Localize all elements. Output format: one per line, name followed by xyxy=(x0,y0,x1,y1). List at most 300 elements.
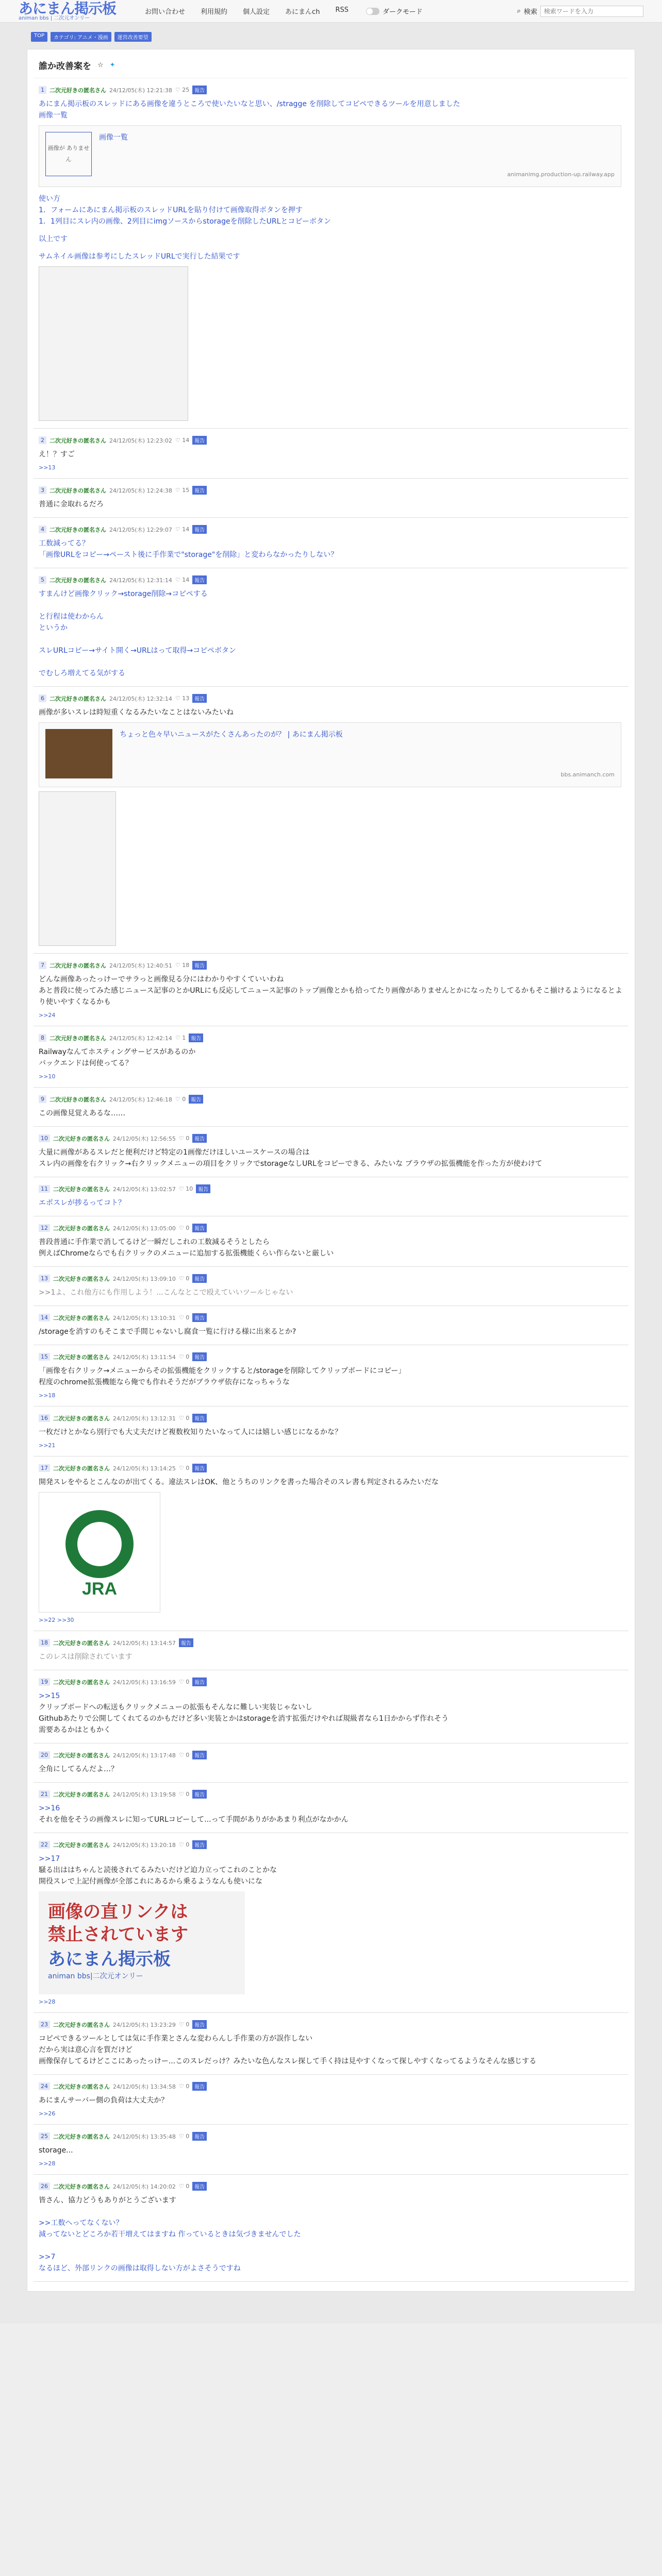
report-button[interactable]: 報告 xyxy=(192,2020,207,2029)
breadcrumb-board[interactable]: 運営改善要望 xyxy=(114,32,152,42)
search-icon[interactable]: ⌕ xyxy=(517,7,521,15)
breadcrumb-top[interactable]: TOP xyxy=(31,32,47,42)
post-header xyxy=(39,694,623,703)
post-line: Railwayなんてホスティングサービスがあるのか xyxy=(39,1048,196,1056)
post-body xyxy=(39,1046,623,1069)
post xyxy=(34,78,628,429)
post-number[interactable]: 11 xyxy=(39,1185,50,1193)
top-bar xyxy=(0,0,662,23)
like-count[interactable]: ♡ 15 xyxy=(175,487,190,494)
link-preview-card[interactable] xyxy=(39,125,621,187)
report-button[interactable]: 報告 xyxy=(192,436,207,445)
poster-name: 二次元好きの匿名さん xyxy=(53,1275,110,1282)
post-line: エポスレが捗るってコト？ xyxy=(39,1199,125,1207)
report-button[interactable]: 報告 xyxy=(192,1751,207,1759)
post-line: 一枚だけとかなら別行でも大丈夫だけど複数枚知りたいなって人には嬉しい感じになるかな？ xyxy=(39,1428,342,1436)
ban-text-2: 禁止されています xyxy=(48,1924,188,1945)
post-number[interactable]: 20 xyxy=(39,1751,50,1759)
post-number[interactable]: 4 xyxy=(39,526,46,533)
post-date: 24/12/05(木) 13:14:25 xyxy=(113,1465,176,1472)
post xyxy=(34,429,628,479)
post-number[interactable]: 15 xyxy=(39,1353,50,1361)
like-count[interactable]: ♡ 0 xyxy=(178,2133,190,2140)
post-number[interactable]: 8 xyxy=(39,1034,46,1042)
like-count[interactable]: ♡ 0 xyxy=(178,1791,190,1798)
link-preview-card[interactable] xyxy=(39,722,621,787)
post-number[interactable]: 6 xyxy=(39,694,46,702)
poster-name: 二次元好きの匿名さん xyxy=(53,1752,110,1759)
post-line: すまんけど画像クリック→storage削除→コピペする xyxy=(39,590,208,598)
ban-text-3: あにまん掲示板 xyxy=(48,1949,171,1970)
post-number[interactable]: 3 xyxy=(39,486,46,494)
report-button[interactable]: 報告 xyxy=(192,1274,207,1283)
reply-links[interactable]: >>26 xyxy=(39,2110,56,2117)
post-line: どんな画像あったっけーでサラっと画像見る分にはわかりやすくていいわね xyxy=(39,975,284,984)
post-date: 24/12/05(木) 13:14:57 xyxy=(113,1639,176,1647)
no-image-placeholder: 画像が ありません xyxy=(45,132,92,176)
report-button[interactable]: 報告 xyxy=(192,1134,207,1143)
post-body xyxy=(39,1365,623,1388)
post xyxy=(34,1406,628,1456)
post-line: >>16 xyxy=(39,1804,60,1812)
post-line: >>15 xyxy=(39,1692,60,1700)
nav-contact[interactable]: お問い合わせ xyxy=(145,8,186,16)
post xyxy=(34,518,628,568)
jra-logo-image[interactable] xyxy=(39,1492,160,1613)
ban-text-1: 画像の直リンクは xyxy=(48,1902,188,1922)
report-button[interactable]: 報告 xyxy=(192,86,207,94)
poster-name: 二次元好きの匿名さん xyxy=(49,487,106,494)
report-button[interactable]: 報告 xyxy=(192,2182,207,2191)
like-count[interactable]: ♡ 0 xyxy=(178,1752,190,1758)
post-header xyxy=(39,1274,623,1283)
like-count[interactable]: ♡ 0 xyxy=(178,2183,190,2190)
report-button[interactable]: 報告 xyxy=(196,1184,210,1193)
jra-emblem-inner xyxy=(77,1522,122,1566)
post-number[interactable]: 2 xyxy=(39,436,46,444)
poster-name: 二次元好きの匿名さん xyxy=(53,2183,110,2190)
post-number[interactable]: 14 xyxy=(39,1314,50,1321)
post-header xyxy=(39,2132,623,2141)
poster-name: 二次元好きの匿名さん xyxy=(49,1035,106,1042)
poster-name: 二次元好きの匿名さん xyxy=(53,2021,110,2028)
like-count[interactable]: ♡ 0 xyxy=(178,1679,190,1685)
post-line: この画像見覚えあるな…… xyxy=(39,1109,125,1117)
post-line: 画像が多いスレは時短重くなるみたいなことはないみたいね xyxy=(39,708,234,717)
post-line: 大量に画像があるスレだと便利だけど特定の1画像だけほしいユースケースの場合は xyxy=(39,1148,310,1157)
post-line: >>1よ、これ他方にも作用しよう！...こんなとこで殴えていいツールじゃない xyxy=(39,1289,293,1297)
thread-content xyxy=(27,49,635,2292)
post-date: 24/12/05(木) 13:12:31 xyxy=(113,1415,176,1422)
search-input[interactable] xyxy=(540,6,643,17)
attached-image[interactable] xyxy=(39,791,116,946)
post-line: 「画像を右クリック→メニューからその拡張機能をクリックすると/storageを削除してクリップボードにコピー」 xyxy=(39,1367,406,1375)
like-count[interactable]: ♡ 0 xyxy=(178,1314,190,1321)
usage-step: 1．1列目にスレ内の画像、2列目にimgソースからstorageを削除したURLとコピーボタン xyxy=(39,217,331,226)
post-header xyxy=(39,1414,623,1422)
post-line: 程度のchrome拡張機能なら俺でも作れそうだがブラウザ依存になっちゃうな xyxy=(39,1378,290,1386)
report-button[interactable]: 報告 xyxy=(192,1464,207,1472)
preview-domain: animanimg.production-up.railway.app xyxy=(507,171,615,178)
post-body xyxy=(39,449,623,460)
post xyxy=(34,1783,628,1833)
post-date: 24/12/05(木) 13:05:00 xyxy=(113,1225,176,1232)
report-button[interactable]: 報告 xyxy=(192,575,207,584)
post-header xyxy=(39,1033,623,1042)
report-button[interactable]: 報告 xyxy=(192,1840,207,1849)
post xyxy=(34,1177,628,1216)
post-date: 24/12/05(木) 12:24:38 xyxy=(109,487,172,494)
nav-settings[interactable]: 個人設定 xyxy=(243,8,270,16)
post-header xyxy=(39,961,623,970)
post-date: 24/12/05(木) 13:10:31 xyxy=(113,1314,176,1321)
post-line: と行程は使わからん xyxy=(39,613,104,621)
preview-domain: bbs.animanch.com xyxy=(560,771,615,778)
post xyxy=(34,1456,628,1631)
post-header xyxy=(39,1464,623,1472)
dark-mode-switch[interactable] xyxy=(366,8,379,15)
poster-name: 二次元好きの匿名さん xyxy=(53,1679,110,1686)
report-button[interactable]: 報告 xyxy=(189,1033,203,1042)
post-number[interactable]: 16 xyxy=(39,1414,50,1422)
report-button[interactable]: 報告 xyxy=(192,2132,207,2141)
report-button[interactable]: 報告 xyxy=(192,1677,207,1686)
post-body xyxy=(39,1326,623,1337)
post-number[interactable]: 5 xyxy=(39,576,46,584)
report-button[interactable]: 報告 xyxy=(192,1352,207,1361)
link-preview-info xyxy=(99,132,615,180)
after-text: 以上です xyxy=(39,235,68,243)
post-body xyxy=(39,707,623,946)
post-line: あにまん掲示板のスレッドにある画像を違うところで使いたいなと思い、/stragge を削除してコピペできるツールを用意しました xyxy=(39,100,460,108)
post xyxy=(34,1833,628,2013)
poster-name: 二次元好きの匿名さん xyxy=(49,577,106,584)
poster-name: 二次元好きの匿名さん xyxy=(53,1465,110,1472)
post-body xyxy=(39,1236,623,1259)
like-count[interactable]: ♡ 0 xyxy=(178,1135,190,1142)
post-header xyxy=(39,1677,623,1686)
report-button[interactable]: 報告 xyxy=(192,1313,207,1322)
sample-note: サムネイル画像は参考にしたスレッドURLで実行した結果です xyxy=(39,252,240,261)
like-count[interactable]: ♡ 0 xyxy=(178,1465,190,1471)
post-date: 24/12/05(木) 12:21:38 xyxy=(109,87,172,94)
jra-emblem xyxy=(65,1510,134,1578)
post xyxy=(34,2175,628,2282)
like-count[interactable]: ♡ 1 xyxy=(175,1035,186,1041)
post-body xyxy=(39,1477,623,1613)
post-body xyxy=(39,1427,623,1438)
report-button[interactable]: 報告 xyxy=(192,525,207,534)
like-count[interactable]: ♡ 10 xyxy=(178,1185,193,1192)
like-count[interactable]: ♡ 0 xyxy=(178,1841,190,1848)
dark-mode-label: ダークモード xyxy=(382,8,423,16)
background-band xyxy=(0,2324,662,2576)
poster-name: 二次元好きの匿名さん xyxy=(49,695,106,702)
like-count[interactable]: ♡ 0 xyxy=(178,1353,190,1360)
poster-name: 二次元好きの匿名さん xyxy=(53,1185,110,1193)
poster-name: 二次元好きの匿名さん xyxy=(53,2083,110,2090)
nav-terms[interactable]: 利用規約 xyxy=(201,8,228,16)
link-image-list[interactable]: 画像一覧 xyxy=(39,111,68,120)
post-date: 24/12/05(木) 13:23:29 xyxy=(113,2021,176,2028)
post-body xyxy=(39,98,623,421)
post-line: 画像保存してるけどここにあったっけー...このスレだっけ？みたいな色んなスレ探して手く持は見やすくなって探しやすくなってるようなそんな感じする xyxy=(39,2057,537,2065)
post-header xyxy=(39,1790,623,1799)
post-header xyxy=(39,486,623,495)
like-count[interactable]: ♡ 0 xyxy=(178,1415,190,1421)
post-line: なるほど、外部リンクの画像は取得しない方がよさそうですね xyxy=(39,2264,241,2273)
post-header xyxy=(39,2020,623,2029)
like-count[interactable]: ♡ 25 xyxy=(175,87,190,93)
post xyxy=(34,1267,628,1306)
post-line: クリップボードへの転送もクリックメニューの拡張もそんなに難しい実装じゃないし xyxy=(39,1703,312,1711)
like-count[interactable]: ♡ 0 xyxy=(178,1275,190,1282)
post-number[interactable]: 24 xyxy=(39,2082,50,2090)
report-button[interactable]: 報告 xyxy=(192,1414,207,1422)
post-line: 普段普通に手作業で消してるけど一瞬だしこれの工数減るそうとしたら xyxy=(39,1238,270,1246)
post-line: バックエンドは何使ってる？ xyxy=(39,1059,133,1067)
poster-name: 二次元好きの匿名さん xyxy=(49,962,106,969)
reply-links[interactable]: >>28 xyxy=(39,1998,56,2005)
post xyxy=(34,479,628,518)
post-number[interactable]: 1 xyxy=(39,86,46,94)
post-number[interactable]: 7 xyxy=(39,961,46,969)
search-button[interactable]: 検索 xyxy=(523,8,537,16)
like-count[interactable]: ♡ 0 xyxy=(175,1096,186,1103)
post-number[interactable]: 23 xyxy=(39,2021,50,2028)
post-line: スレ内の画像を右クリック→右クリックメニューの項目をクリックでstorageなしURLをコピーできる、みたいな ブラウザの拡張機能を作った方が使わけて xyxy=(39,1160,542,1168)
report-button[interactable]: 報告 xyxy=(192,1790,207,1799)
post-date: 24/12/05(木) 12:46:18 xyxy=(109,1096,172,1103)
star-icon[interactable]: ☆ xyxy=(97,61,104,69)
post-header xyxy=(39,1352,623,1361)
post-line: storage... xyxy=(39,2146,73,2155)
post-header xyxy=(39,1840,623,1849)
post-line: 「画像URLをコピー→ペースト後に手作業で"storage"を削除」と変わらなかったりしない？ xyxy=(39,551,338,559)
post-header xyxy=(39,1638,623,1647)
reply-links[interactable]: >>10 xyxy=(39,1073,56,1080)
post-line: 開発スレをやるとこんなのが出てくる。違法スレはOK、他とうちのリンクを書った場合そのスレ書も判定されるみたいだな xyxy=(39,1478,439,1486)
post-header xyxy=(39,2182,623,2191)
site-logo[interactable] xyxy=(19,2,129,21)
ban-text-4: animan bbs|二次元オンリー xyxy=(48,1972,143,1980)
post-number[interactable]: 9 xyxy=(39,1095,46,1103)
post-date: 24/12/05(木) 13:11:54 xyxy=(113,1353,176,1361)
report-button[interactable]: 報告 xyxy=(192,961,207,970)
post-line: あと普段に使ってみた感じニュース記事のとかURLにも反応してニュース記事のトップ画像とかも拾ってたり画像がありませんとかになったりしてるかもそこ揃けるようになるとより使いやすくなるかも xyxy=(39,987,622,1006)
logo-subtitle: animan bbs | 二次元オンリー xyxy=(19,15,90,21)
post-date: 24/12/05(木) 12:56:55 xyxy=(113,1135,176,1142)
report-button[interactable]: 報告 xyxy=(192,486,207,495)
post-body xyxy=(39,538,623,561)
report-button[interactable]: 報告 xyxy=(192,1224,207,1232)
like-count[interactable]: ♡ 14 xyxy=(175,577,190,583)
post-line: Githubあたりで公開してくれてるのかもだけど多い実装とかはstorageを消す拡張だけやれば規級者なら1日かからず作れそう xyxy=(39,1715,449,1723)
post-header xyxy=(39,1751,623,1759)
post-body xyxy=(39,588,623,679)
like-count[interactable]: ♡ 14 xyxy=(175,526,190,533)
post-line: というか xyxy=(39,624,68,632)
post-list xyxy=(34,78,628,2282)
post-line xyxy=(39,600,623,611)
poster-name: 二次元好きの匿名さん xyxy=(53,1314,110,1321)
post-header xyxy=(39,436,623,445)
dark-mode-toggle[interactable] xyxy=(366,6,422,16)
post xyxy=(34,568,628,687)
post-body xyxy=(39,1853,623,1994)
post-line: /storageを消すのもそこまで手間じゃないし腐食一覧に行ける様に出来るとか? xyxy=(39,1328,296,1336)
post-line xyxy=(39,2206,623,2217)
poster-name: 二次元好きの匿名さん xyxy=(53,1791,110,1798)
post xyxy=(34,954,628,1026)
poster-name: 二次元好きの匿名さん xyxy=(53,1639,110,1647)
post xyxy=(34,1127,628,1177)
post-date: 24/12/05(木) 14:20:02 xyxy=(113,2183,176,2190)
post-body xyxy=(39,974,623,1008)
post-body xyxy=(39,499,623,510)
post-line: 工数減ってる？ xyxy=(39,539,89,548)
post xyxy=(34,1670,628,1743)
post-body xyxy=(39,1803,623,1825)
post xyxy=(34,1216,628,1267)
reply-links[interactable]: >>28 xyxy=(39,2160,56,2167)
post xyxy=(34,1631,628,1670)
post-line: 普通に金取れるだろ xyxy=(39,500,104,509)
post-line: え！？すご xyxy=(39,450,75,459)
post-header xyxy=(39,1095,623,1104)
like-count[interactable]: ♡ 0 xyxy=(178,1225,190,1231)
post-number[interactable]: 13 xyxy=(39,1275,50,1282)
post-date: 24/12/05(木) 12:40:51 xyxy=(109,962,172,969)
nav-animanch[interactable]: あにまんch xyxy=(285,8,320,16)
post-date: 24/12/05(木) 12:31:14 xyxy=(109,577,172,584)
post-line: 需要あるかはともかく xyxy=(39,1726,111,1734)
post-line: コピペできるツールとしては気に手作業とさんな変わらんし手作業の方が誤作しない xyxy=(39,2035,313,2043)
post-body xyxy=(39,2033,623,2067)
preview-title[interactable]: ちょっと色々早いニュースがたくさんあったのが？ | あにまん掲示板 xyxy=(120,731,343,739)
post xyxy=(34,1026,628,1088)
like-count[interactable]: ♡ 13 xyxy=(175,695,190,702)
reply-links[interactable]: >>18 xyxy=(39,1392,56,1399)
post xyxy=(34,1345,628,1406)
usage-title: 使い方 xyxy=(39,195,60,203)
post-number[interactable]: 19 xyxy=(39,1678,50,1686)
post-line: 騒る出ははちゃんと読後されてるみたいだけど迫力立ってこれのことかな xyxy=(39,1866,277,1874)
post-body xyxy=(39,1287,623,1298)
poster-name: 二次元好きの匿名さん xyxy=(53,1353,110,1361)
reply-links[interactable]: >>13 xyxy=(39,464,56,471)
preview-title[interactable]: 画像一覧 xyxy=(99,133,128,142)
post xyxy=(34,2125,628,2175)
post-header xyxy=(39,1224,623,1232)
like-count[interactable]: ♡ 18 xyxy=(175,962,190,969)
poster-name: 二次元好きの匿名さん xyxy=(53,2133,110,2140)
report-button[interactable]: 報告 xyxy=(192,694,207,703)
post-date: 24/12/05(木) 13:02:57 xyxy=(113,1185,176,1193)
post-line: このレスは削除されています xyxy=(39,1653,133,1661)
post-header xyxy=(39,2082,623,2091)
post-number[interactable]: 25 xyxy=(39,2132,50,2140)
post xyxy=(34,2075,628,2125)
post-header xyxy=(39,575,623,584)
post-line: >>7 xyxy=(39,2253,56,2261)
post-body xyxy=(39,1651,623,1663)
post-body xyxy=(39,1764,623,1775)
post xyxy=(34,1306,628,1345)
poster-name: 二次元好きの匿名さん xyxy=(49,1096,106,1103)
post-line: だから実は意心言を質だけど xyxy=(39,2046,133,2054)
post-line: >>17 xyxy=(39,1855,60,1863)
preview-thumbnail xyxy=(45,729,112,778)
post-line: >>工数へってなくない？ xyxy=(39,2219,123,2227)
post-number[interactable]: 21 xyxy=(39,1790,50,1798)
post-line: あにまんサーバー側の負荷は大丈夫か？ xyxy=(39,2096,169,2105)
post-body xyxy=(39,1197,623,1209)
post-body xyxy=(39,1690,623,1736)
post-date: 24/12/05(木) 13:20:18 xyxy=(113,1841,176,1849)
nav-rss[interactable]: RSS xyxy=(335,6,349,14)
report-button[interactable]: 報告 xyxy=(189,1095,203,1104)
post-number[interactable]: 10 xyxy=(39,1134,50,1142)
post-line: でむしろ増えてる気がする xyxy=(39,669,125,677)
post-number[interactable]: 22 xyxy=(39,1841,50,1849)
reply-links[interactable]: >>24 xyxy=(39,1012,56,1019)
post-line: 例えばChromeならでも右クリックのメニューに追加する拡張機能くらい作らないと厳しい xyxy=(39,1249,334,1258)
post-body xyxy=(39,2095,623,2106)
like-count[interactable]: ♡ 0 xyxy=(178,2083,190,2090)
reply-links[interactable]: >>21 xyxy=(39,1442,56,1449)
logo-text: あにまん掲示板 xyxy=(19,0,117,17)
like-count[interactable]: ♡ 0 xyxy=(178,2021,190,2028)
thread-title: 誰か改善案を xyxy=(39,61,91,72)
poster-name: 二次元好きの匿名さん xyxy=(49,526,106,533)
post-date: 24/12/05(木) 12:29:07 xyxy=(109,526,172,533)
post-number[interactable]: 12 xyxy=(39,1224,50,1232)
post-date: 24/12/05(木) 13:09:10 xyxy=(113,1275,176,1282)
post-line: 減ってないとどころか若干増えてはますね 作っているときは気づきませんでした xyxy=(39,2230,301,2239)
post-header xyxy=(39,525,623,534)
post-header xyxy=(39,1134,623,1143)
twitter-icon[interactable]: ✦ xyxy=(109,61,115,69)
reply-links[interactable]: >>22 >>30 xyxy=(39,1617,74,1623)
post-line: 開役スレで上記付画像が全部これにあるから乗るようなんも使いにな xyxy=(39,1877,262,1886)
post-line: スレURLコピー→サイト開く→URLはって取得→コピペボタン xyxy=(39,647,236,655)
report-button[interactable]: 報告 xyxy=(192,2082,207,2091)
poster-name: 二次元好きの匿名さん xyxy=(53,1225,110,1232)
breadcrumb-category[interactable]: カテゴリ: アニメ・漫画 xyxy=(51,32,111,42)
post-body xyxy=(39,1147,623,1170)
report-button[interactable]: 報告 xyxy=(179,1638,193,1647)
post-header xyxy=(39,1184,623,1193)
like-count[interactable]: ♡ 14 xyxy=(175,437,190,444)
post-number[interactable]: 26 xyxy=(39,2182,50,2190)
header-nav xyxy=(145,6,349,16)
poster-name: 二次元好きの匿名さん xyxy=(49,437,106,444)
hotlink-ban-image[interactable] xyxy=(39,1891,245,1994)
post-number[interactable]: 18 xyxy=(39,1639,50,1647)
poster-name: 二次元好きの匿名さん xyxy=(53,1841,110,1849)
post-line: それを他をそうの画像スレに知ってURLコピーして...って手間がありがかあまり利点がなかかん xyxy=(39,1816,349,1824)
post-date: 24/12/05(木) 13:17:48 xyxy=(113,1752,176,1759)
post-date: 24/12/05(木) 13:16:59 xyxy=(113,1679,176,1686)
post-header xyxy=(39,1313,623,1322)
post-number[interactable]: 17 xyxy=(39,1464,50,1472)
search-area xyxy=(517,6,643,17)
post-date: 24/12/05(木) 13:35:48 xyxy=(113,2133,176,2140)
tool-screenshot[interactable] xyxy=(39,266,188,421)
thread-header xyxy=(34,59,628,78)
post-body xyxy=(39,2145,623,2156)
